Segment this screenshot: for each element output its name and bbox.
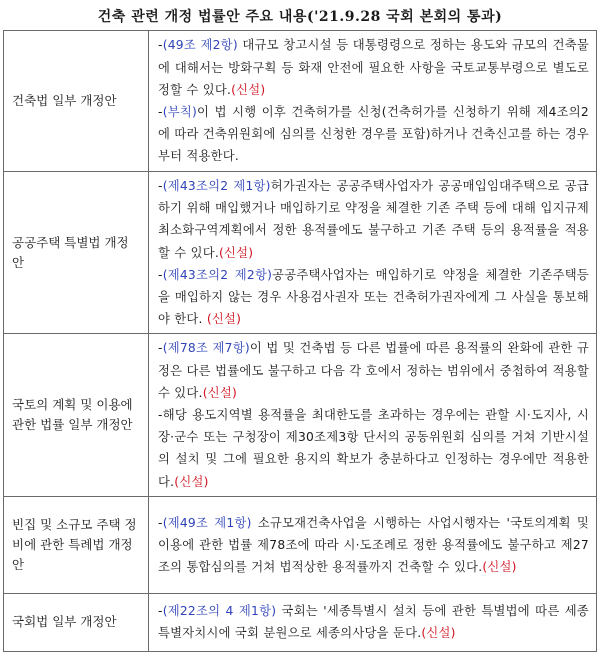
article-ref: (제43조의2 제1항) [162, 179, 271, 193]
content-cell [149, 496, 597, 593]
law-name-cell: 건축법 일부 개정안 [4, 31, 149, 172]
amendment-item: -(제78조 제7항)이 법 및 건축법 등 다른 법률에 따른 용적률의 완화에 관한 규정은 다른 법률에도 불구하고 다음 각 호에서 정하는 범위에서 중첩하여 적용할 수 있다.(신설) [158, 341, 589, 400]
content-cell [149, 31, 597, 172]
new-provision-tag: (신설) [421, 626, 456, 641]
content-cell [149, 593, 597, 651]
article-ref: (제78조 제7항) [162, 341, 250, 356]
article-ref: (제49조 제1항) [162, 515, 252, 530]
law-name-cell: 공공주택 특별법 개정안 [4, 172, 149, 334]
table-row [4, 172, 597, 334]
table-row [4, 334, 597, 496]
amendment-table [3, 30, 597, 652]
amendment-item: -해당 용도지역별 용적률을 최대한도를 초과하는 경우에는 관할 시·도지사, 시장·군수 또는 구청장이 제30조제3항 단서의 공동위원회 심의를 거쳐 기반시설의 설치 및 그에 필요한 용지의 확보가 충분하다고 인정하는 경우에만 적용한다.(신설) [158, 408, 589, 489]
law-name-cell: 국회법 일부 개정안 [4, 593, 149, 651]
content-cell [149, 172, 597, 334]
amendment-item: -(49조 제2항) 대규모 창고시설 등 대통령령으로 정하는 용도와 규모의 건축물에 대해서는 방화구획 등 화재 안전에 필요한 사항을 국토교통부령으로 별도로 정할 수 있다.(신설) [158, 38, 589, 97]
law-name-cell: 국토의 계획 및 이용에 관한 법률 일부 개정안 [4, 334, 149, 496]
article-ref: (부칙) [162, 105, 198, 119]
new-provision-tag: (신설) [482, 559, 517, 574]
amendment-item: -(부칙)이 법 시행 이후 건축허가를 신청(건축허가를 신청하기 위해 제4조의2에 따라 건축위원회에 심의를 신청한 경우를 포함)하거나 건축신고를 하는 경우부터 적용한다. [158, 105, 589, 164]
law-name-cell: 빈집 및 소규모 주택 정비에 관한 특례법 개정안 [4, 496, 149, 593]
amendment-item: -(제43조의2 제1항)허가권자는 공공주택사업자가 공공매입임대주택으로 공급하기 위해 매입했거나 매입하기로 약정을 체결한 기존 주택 등에 대해 입지규제최소화구역계획에서 정한 용적률에도 불구하고 기존 주택 등의 용적률을 적용할 수 있다.(신설) [158, 179, 589, 260]
article-ref: (49조 제2항) [162, 38, 238, 53]
new-provision-tag: (신설) [206, 312, 242, 327]
new-provision-tag: (신설) [202, 385, 238, 400]
article-ref: (제22조의 4 제1항) [162, 604, 277, 619]
new-provision-tag: (신설) [219, 245, 254, 260]
table-row [4, 593, 597, 651]
table-row [4, 496, 597, 593]
content-cell [149, 334, 597, 496]
article-ref: (제43조의2 제2항) [162, 267, 273, 282]
amendment-item: -(제49조 제1항) 소규모재건축사업을 시행하는 사업시행자는 '국토의계획 및 이용에 관한 법률 제78조에 따라 시·도조례로 정한 용적률에도 불구하고 제27조의 통합심의를 거쳐 법적상한 용적률까지 건축할 수 있다.(신설) [158, 515, 589, 574]
new-provision-tag: (신설) [174, 474, 209, 489]
new-provision-tag: (신설) [231, 82, 266, 97]
table-row [4, 31, 597, 172]
amendment-item: -(제43조의2 제2항)공공주택사업자는 매입하기로 약정을 체결한 기존주택등을 매입하지 않는 경우 사용검사권자 또는 건축허가권자에게 그 사실을 통보해야 한다. (신설) [158, 267, 589, 327]
document-title: 건축 관련 개정 법률안 주요 내용('21.9.28 국회 본회의 통과) [97, 9, 503, 25]
amendment-item: -(제22조의 4 제1항) 국회는 '세종특별시 설치 등에 관한 특별법에 따른 세종특별자치시에 국회 분원으로 세종의사당을 둔다.(신설) [158, 604, 589, 641]
